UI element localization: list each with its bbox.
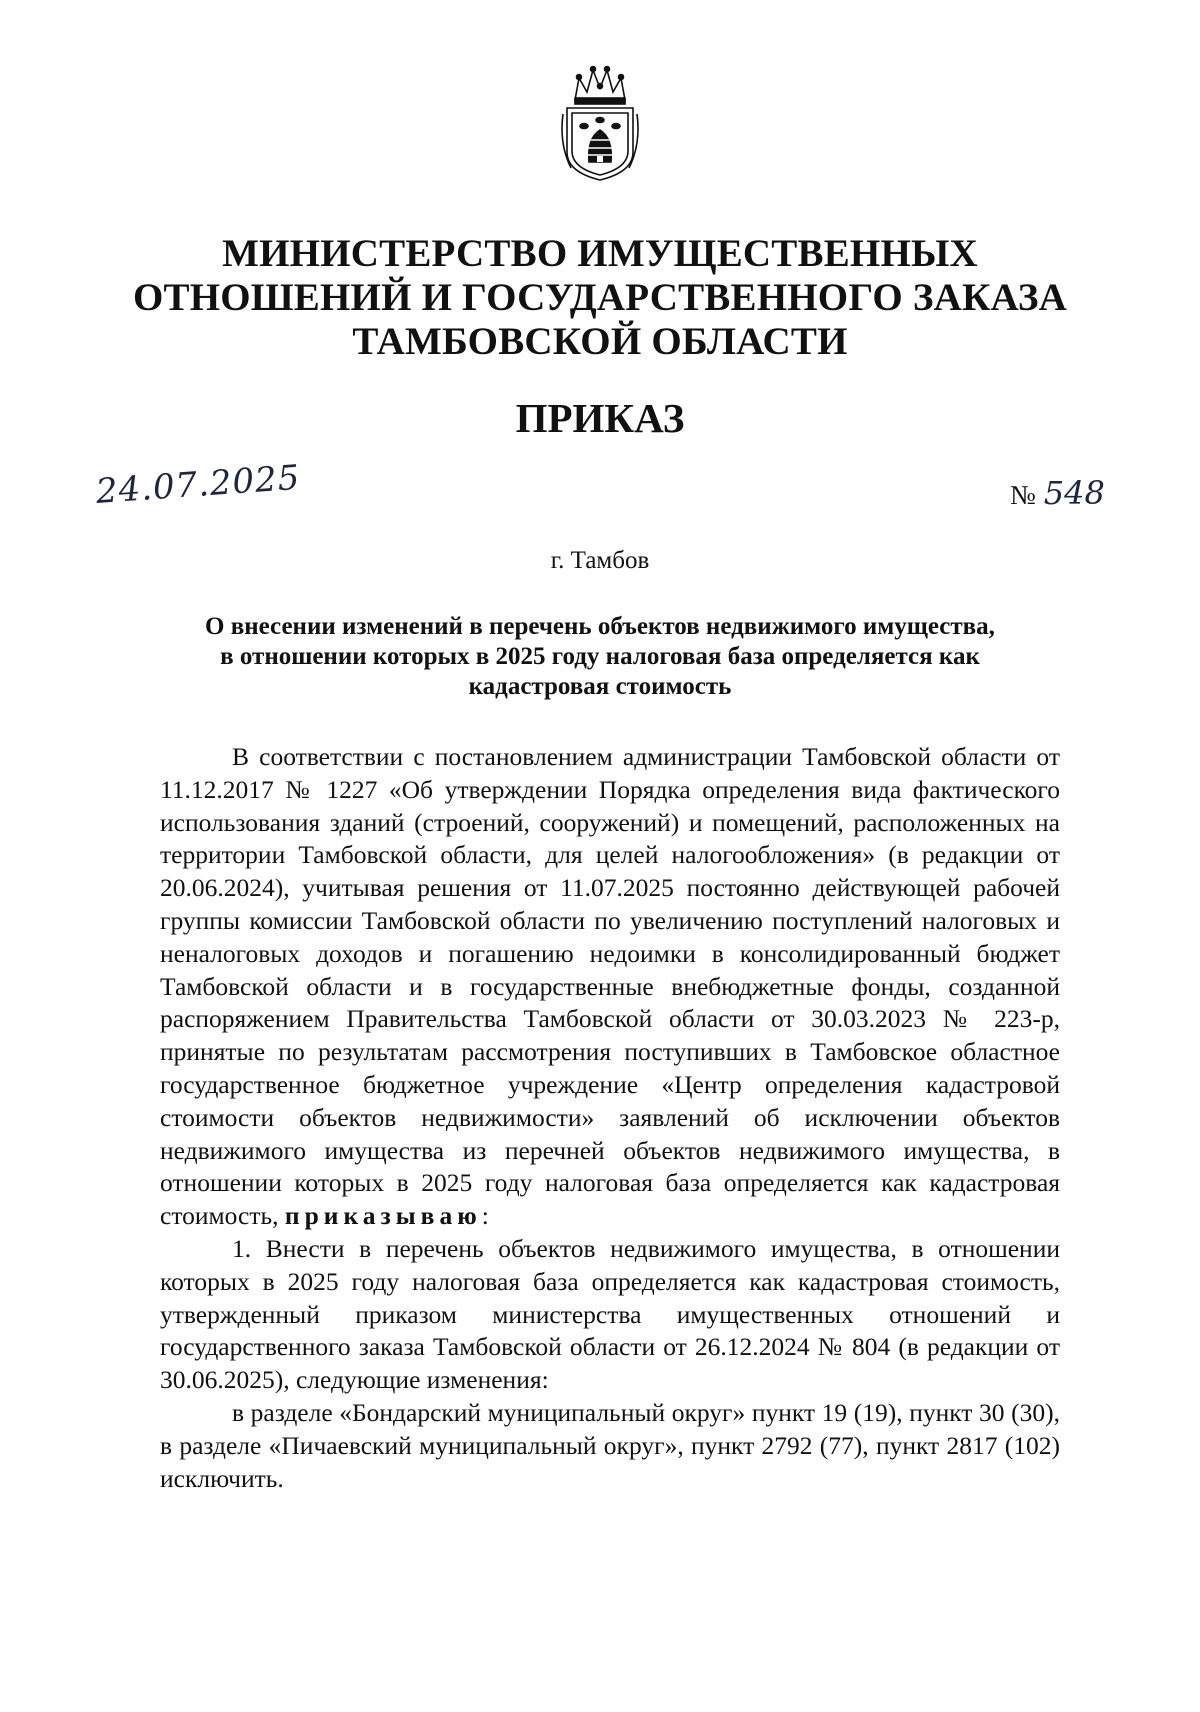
subject-line: О внесении изменений в перечень объектов недвижимого имущества, [205, 613, 995, 640]
handwritten-number: 548 [1043, 474, 1105, 512]
document-type: ПРИКАЗ [515, 395, 685, 441]
ministry-line: ОТНОШЕНИЙ И ГОСУДАРСТВЕННОГО ЗАКАЗА [132, 276, 1068, 319]
subject-line: в отношении которых в 2025 году налоговая база определяется как [220, 643, 980, 670]
item-1-detail-paragraph: в разделе «Бондарский муниципальный округ» пункт 19 (19), пункт 30 (30), в разделе «Пичаевский муниципальный округ», пункт 2792 (77), пункт 2817 (102) исключить. [160, 1397, 1060, 1493]
preamble-paragraph [160, 741, 1060, 1233]
subject-line: кадастровая стоимость [468, 673, 732, 700]
coat-of-arms-icon [557, 64, 643, 184]
ministry-line: МИНИСТЕРСТВО ИМУЩЕСТВЕННЫХ [222, 232, 978, 275]
number-label: № [1010, 480, 1036, 510]
ministry-line: ТАМБОВСКОЙ ОБЛАСТИ [352, 320, 848, 363]
order-colon: : [481, 1201, 489, 1231]
handwritten-date: 24.07.2025 [94, 457, 302, 512]
preamble-text: В соответствии с постановлением администрации Тамбовской области от 11.12.2017 № 1227 «Об утверждении Порядка определения вида фактического использования зданий (строений, сооружений) и помещений, расположенных на территории Тамбовской области, для целей налогообложения» (в редакции от 20.06.2024), учитывая решения от 11.07.2025 постоянно действующей рабочей группы комиссии Тамбовской области по увеличению поступлений налоговых и неналоговых доходов и погашению недоимки в консолидированный бюджет Тамбовской области и в государственные внебюджетные фонды, созданной распоряжением Правительства Тамбовской области от 30.03.2023 № 223-р, принятые по результатам рассмотрения поступивших в Тамбовское областное государственное бюджетное учреждение «Центр определения кадастровой стоимости объектов недвижимости» заявлений об исключении объектов недвижимого имущества из перечней объектов недвижимого имущества, в отношении которых в 2025 году налоговая база определяется как кадастровая стоимость, [160, 742, 1060, 1231]
city: г. Тамбов [550, 547, 650, 574]
document-body [160, 741, 1060, 1495]
document-number [1010, 474, 1105, 512]
item-1-paragraph: 1. Внести в перечень объектов недвижимого имущества, в отношении которых в 2025 году налоговая база определяется как кадастровая стоимость, утвержденный приказом министерства имущественных отношений и государственного заказа Тамбовской области от 26.12.2024 № 804 (в редакции от 30.06.2025), следующие изменения: [160, 1233, 1060, 1395]
ministry-name [0, 232, 1200, 364]
order-word: приказываю [284, 1201, 482, 1231]
document-subject [140, 612, 1060, 702]
